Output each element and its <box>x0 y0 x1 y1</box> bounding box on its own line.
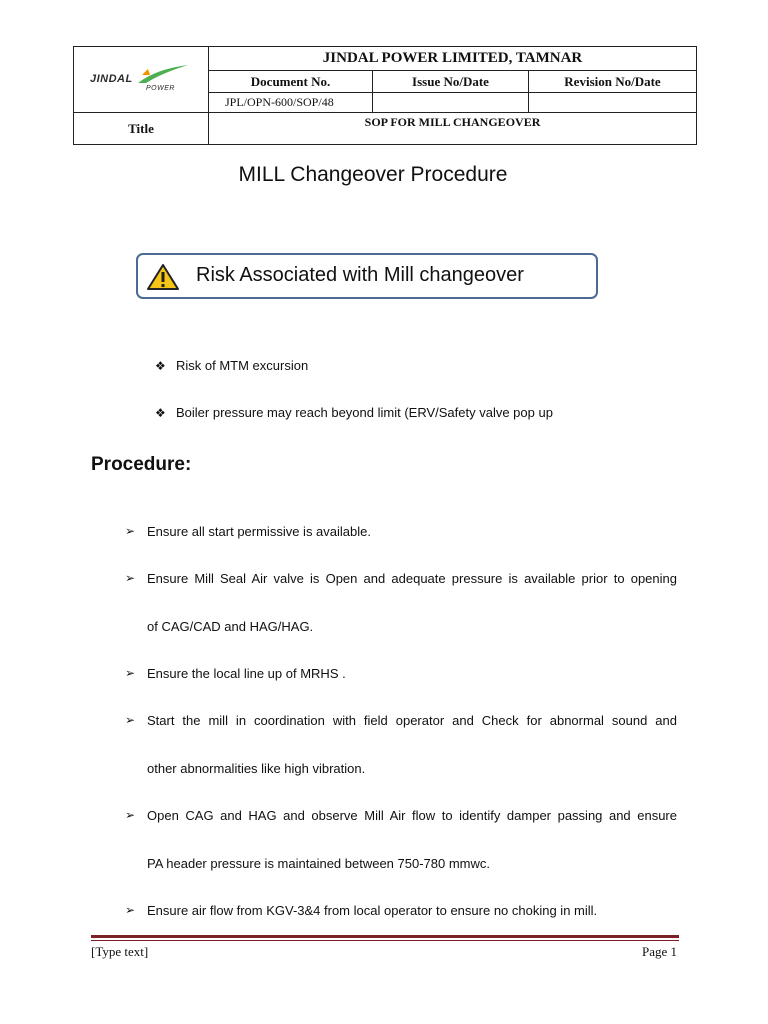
footer-placeholder-text: [Type text] <box>91 944 149 959</box>
risk-callout-box <box>136 253 598 299</box>
footer-rule-thick <box>91 935 679 938</box>
arrow-bullet-icon: ➢ <box>125 808 136 822</box>
document-no-value: JPL/OPN-600/SOP/48 <box>209 93 373 113</box>
issue-no-header: Issue No/Date <box>373 71 529 93</box>
step-text: Ensure all start permissive is available. <box>147 524 371 539</box>
title-label: Title <box>74 113 209 145</box>
footer-rule-thin <box>91 940 679 941</box>
document-no-header: Document No. <box>209 71 373 93</box>
risk-item-text: Risk of MTM excursion <box>176 358 309 373</box>
step-text: Ensure air flow from KGV-3&4 from local operator to ensure no choking in mill. <box>147 903 598 918</box>
risk-item-text: Boiler pressure may reach beyond limit (ERV/Safety valve pop up <box>176 405 553 420</box>
logo-swoosh-icon <box>136 63 190 85</box>
step-text: Open CAG and HAG and observe Mill Air flow to identify damper passing and ensure <box>147 808 677 823</box>
arrow-bullet-icon: ➢ <box>125 666 136 680</box>
revision-no-value <box>529 93 697 113</box>
jindal-power-logo <box>90 63 190 95</box>
risk-heading: Risk Associated with Mill changeover <box>196 264 524 286</box>
revision-no-header: Revision No/Date <box>529 71 697 93</box>
arrow-bullet-icon: ➢ <box>125 903 136 917</box>
page-number: Page 1 <box>641 944 677 959</box>
step-text-continued: of CAG/CAD and HAG/HAG. <box>147 619 314 634</box>
step-text: Start the mill in coordination with field operator and Check for abnormal sound and <box>147 713 677 728</box>
diamond-bullet-icon: ❖ <box>155 406 166 420</box>
title-value: SOP FOR MILL CHANGEOVER <box>209 113 697 145</box>
warning-icon <box>146 263 180 291</box>
step-text: Ensure Mill Seal Air valve is Open and adequate pressure is available prior to opening <box>147 571 677 586</box>
document-header-table <box>73 46 697 145</box>
list-item <box>155 405 553 420</box>
procedure-heading: Procedure: <box>91 454 192 475</box>
arrow-bullet-icon: ➢ <box>125 571 136 585</box>
company-name: JINDAL POWER LIMITED, TAMNAR <box>209 47 697 71</box>
diamond-bullet-icon: ❖ <box>155 359 166 373</box>
document-title: MILL Changeover Procedure <box>238 163 508 186</box>
issue-no-value <box>373 93 529 113</box>
list-item <box>155 358 308 373</box>
logo-brand-text: JINDAL <box>90 73 133 85</box>
step-text: Ensure the local line up of MRHS . <box>147 666 346 681</box>
arrow-bullet-icon: ➢ <box>125 713 136 727</box>
step-text-continued: other abnormalities like high vibration. <box>147 761 366 776</box>
step-text-continued: PA header pressure is maintained between 750-780 mmwc. <box>147 856 491 871</box>
arrow-bullet-icon: ➢ <box>125 524 136 538</box>
logo-cell <box>74 47 209 113</box>
logo-sub-text: POWER <box>146 85 175 92</box>
